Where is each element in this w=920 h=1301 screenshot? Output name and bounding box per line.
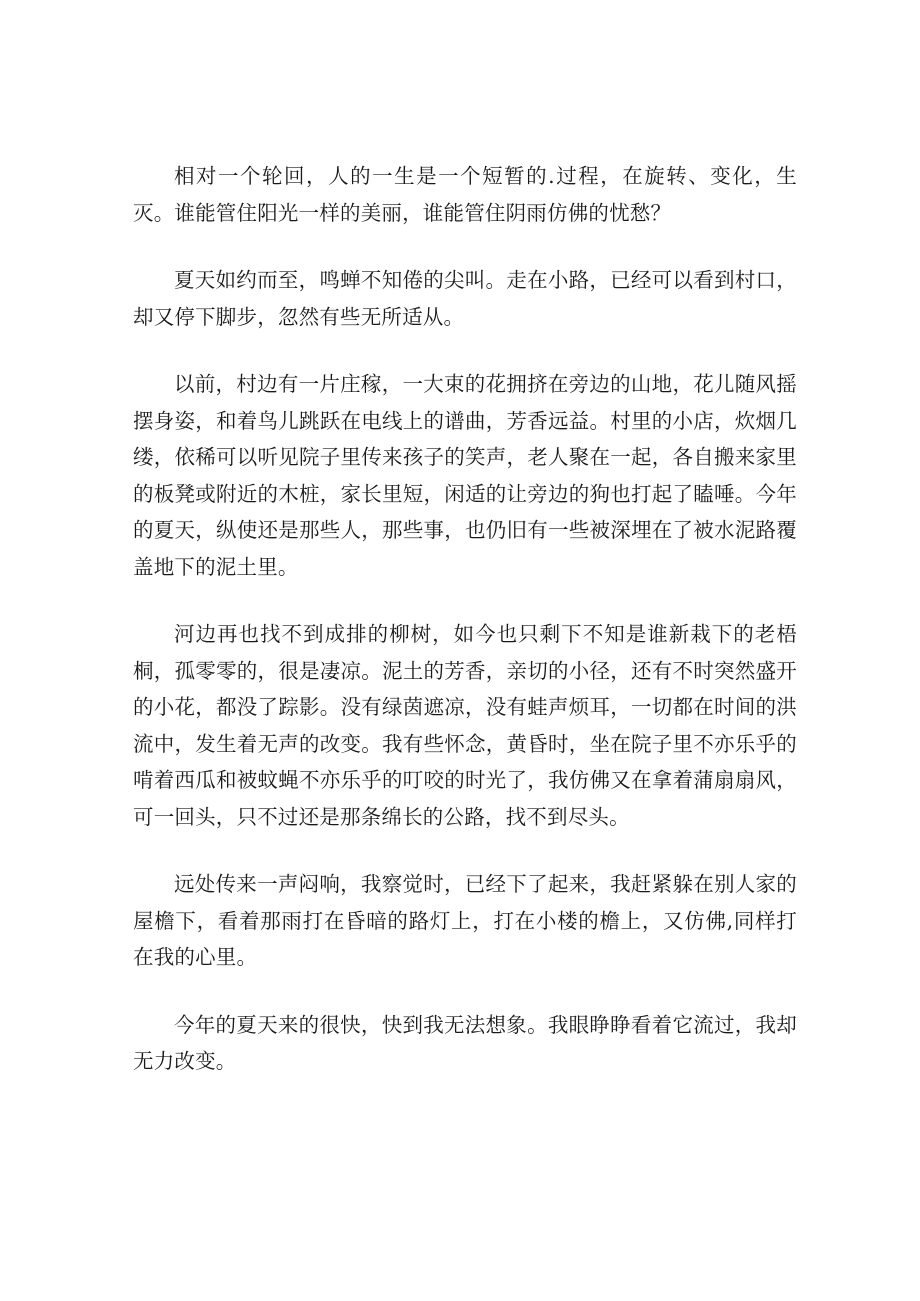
paragraph-3: 以前，村边有一片庄稼，一大束的花拥挤在旁边的山地，花儿随风摇摆身姿，和着鸟儿跳跃在电线上的谱曲，芳香远益。村里的小店，炊烟几缕，依稀可以听见院子里传来孩子的笑声，老人聚在一起，各自搬来家里的板凳或附近的木桩，家长里短，闲适的让旁边的狗也打起了瞌唾。今年的夏天，纵使还是那些人，那些事，也仍旧有一些被深埋在了被水泥路覆盖地下的泥土里。 (133, 372, 797, 579)
paragraph-5: 远处传来一声闷响，我察觉时，已经下了起来，我赶紧躲在别人家的屋檐下，看着那雨打在昏暗的路灯上，打在小楼的檐上，又仿佛,同样打在我的心里。 (133, 872, 797, 969)
paragraph-1: 相对一个轮回，人的一生是一个短暂的.过程，在旋转、变化，生灭。谁能管住阳光一样的美丽，谁能管住阴雨仿佛的忧愁？ (133, 164, 797, 225)
paragraph-2: 夏天如约而至，鸣蝉不知倦的尖叫。走在小路，已经可以看到村口，却又停下脚步，忽然有些无所适从。 (133, 268, 797, 329)
paragraph-4: 河边再也找不到成排的柳树，如今也只剩下不知是谁新栽下的老梧桐，孤零零的，很是凄凉。泥土的芳香，亲切的小径，还有不时突然盛开的小花，都没了踪影。没有绿茵遮凉，没有蛙声烦耳，一切都在时间的洪流中，发生着无声的改变。我有些怀念，黄昏时，坐在院子里不亦乐乎的啃着西瓜和被蚊蝇不亦乐乎的叮咬的时光了，我仿佛又在拿着蒲扇扇风，可一回头，只不过还是那条绵长的公路，找不到尽头。 (133, 622, 797, 829)
paragraph-6: 今年的夏天来的很快，快到我无法想象。我眼睁睁看着它流过，我却无力改变。 (133, 1012, 797, 1073)
document-body (133, 158, 797, 1111)
